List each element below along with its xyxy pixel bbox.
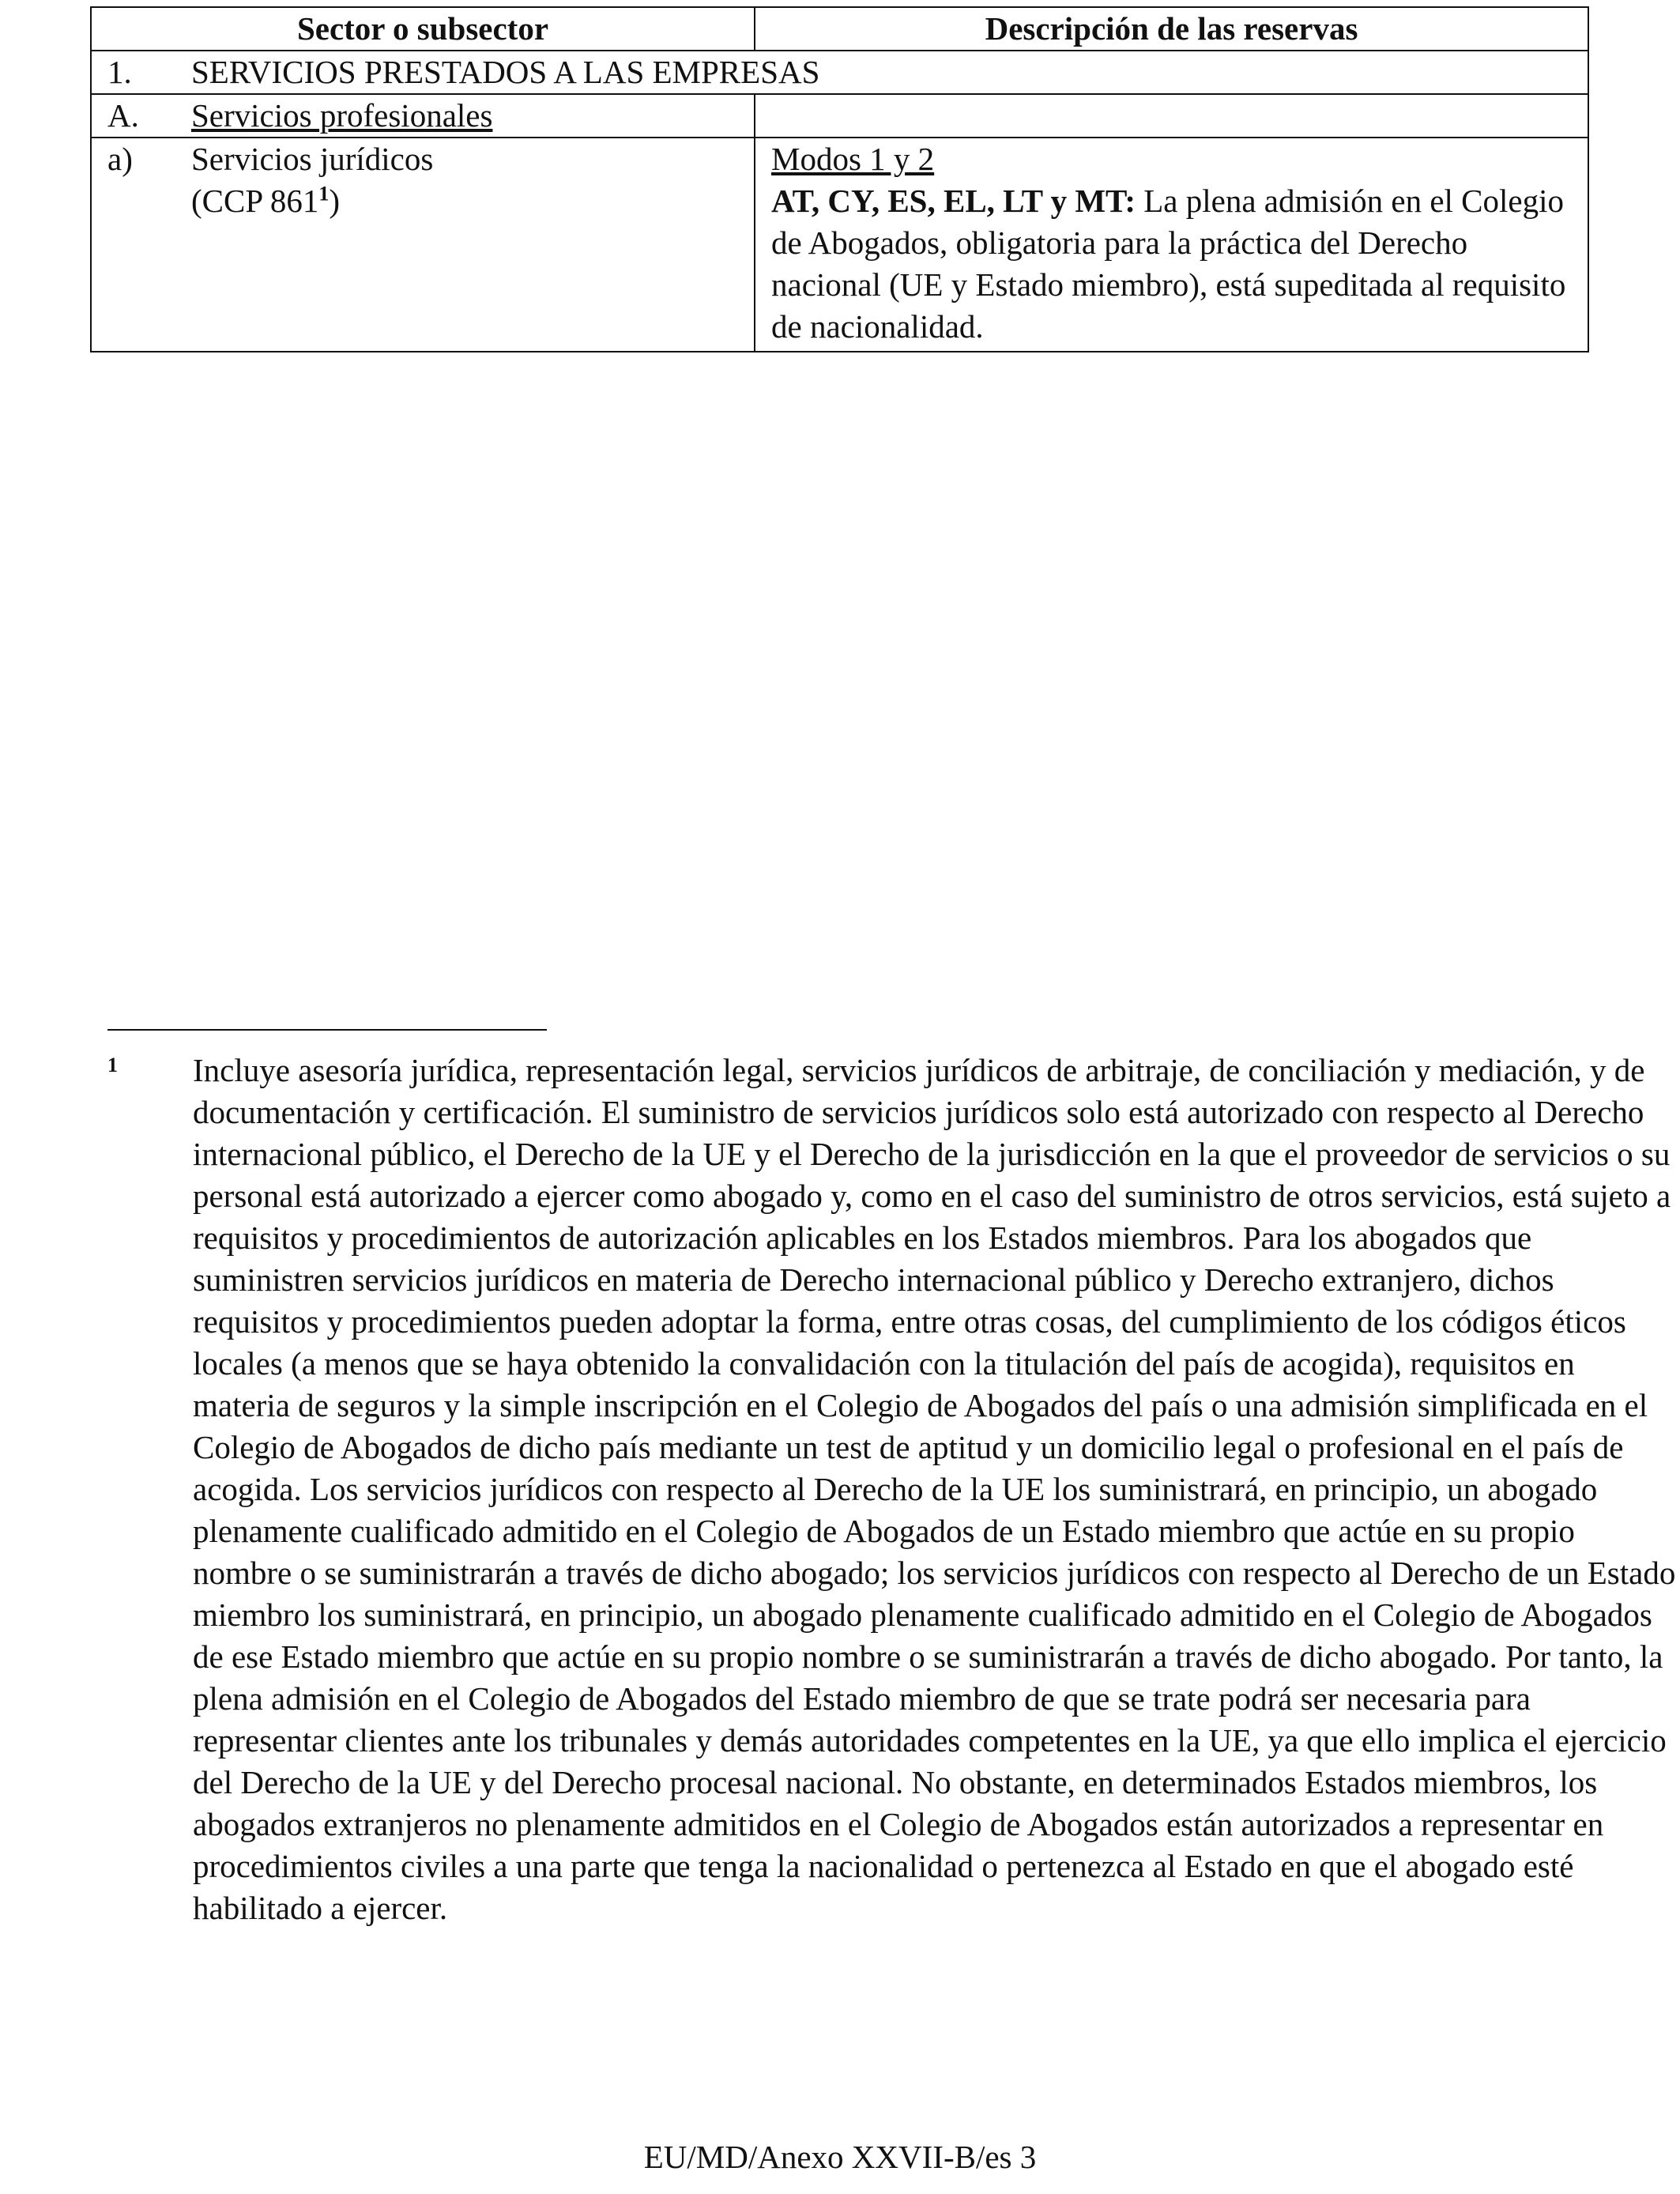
table-row xyxy=(91,94,1588,138)
reservations-table xyxy=(90,6,1589,352)
table-row xyxy=(91,51,1588,94)
modes-heading: Modos 1 y 2 xyxy=(771,141,935,177)
reservation-paragraph xyxy=(771,180,1580,348)
table-header-row xyxy=(91,7,1588,51)
footnote-mark: 1 xyxy=(107,1054,118,1076)
subsection-cell xyxy=(91,94,755,138)
sector-cell xyxy=(91,138,755,352)
footnote-reference[interactable]: 1 xyxy=(318,182,330,205)
sector-name: Servicios jurídicos xyxy=(191,141,434,177)
sector-item-letter: a) xyxy=(107,141,133,177)
table-row xyxy=(91,138,1588,352)
footnote-separator xyxy=(107,1029,547,1031)
reservation-text: La plena admisión en el Colegio de Abogados, obligatoria para la práctica del Derecho nacional (UE y Estado miembro), está supeditada al requisito de nacionalidad. xyxy=(771,183,1566,345)
description-cell xyxy=(755,138,1588,352)
subsection-number: A. xyxy=(107,97,139,134)
sector-ccp-code: (CCP $861^1$) xyxy=(191,182,341,219)
section-title: SERVICIOS PRESTADOS A LAS EMPRESAS xyxy=(191,54,820,90)
page-footer: EU/MD/Anexo XXVII-B/es 3 xyxy=(643,2139,1037,2175)
section-number: 1. xyxy=(107,54,132,90)
footnote-text: Incluye asesoría jurídica, representación legal, servicios jurídicos de arbitraje, de conciliación y mediación, y de documentación y certificación. El suministro de servicios jurídicos solo está autorizado con respecto al Derecho internacional público, el Derecho de la UE y el Derecho de la jurisdicción en la que el proveedor de servicios o su personal está autorizado a ejercer como abogado y, como en el caso del suministro de otros servicios, está sujeto a requisitos y procedimientos de autorización aplicables en los Estados miembros. Para los abogados que suministren servicios jurídicos en materia de Derecho internacional público y Derecho extranjero, dichos requisitos y procedimientos pueden adoptar la forma, entre otras cosas, del cumplimiento de los códigos éticos locales (a menos que se haya obtenido la convalidación con la titulación del país de acogida), requisitos en materia de seguros y la simple inscripción en el Colegio de Abogados del país o una admisión simplificada en el Colegio de Abogados de dicho país mediante un test de aptitud y un domicilio legal o profesional en el país de acogida. Los servicios jurídicos con respecto al Derecho de la UE los suministrará, en principio, un abogado plenamente cualificado admitido en el Colegio de Abogados de un Estado miembro que actúe en su propio nombre o se suministrarán a través de dicho abogado; los servicios jurídicos con respecto al Derecho de un Estado miembro los suministrará, en principio, un abogado plenamente cualificado admitido en el Colegio de Abogados de ese Estado miembro que actúe en su propio nombre o se suministrarán a través de dicho abogado. Por tanto, la plena admisión en el Colegio de Abogados del Estado miembro de que se trate podrá ser necesaria para representar clientes ante los tribunales y demás autoridades competentes en la UE, ya que ello implica el ejercicio del Derecho de la UE y del Derecho procesal nacional. No obstante, en determinados Estados miembros, los abogados extranjeros no plenamente admitidos en el Colegio de Abogados están autorizados a representar en procedimientos civiles a una parte que tenga la nacionalidad o pertenezca al Estado en que el abogado esté habilitado a ejercer. xyxy=(193,1052,1676,1926)
section-cell xyxy=(91,51,1588,94)
header-description: Descripción de las reservas xyxy=(755,7,1588,51)
country-codes: AT, CY, ES, EL, LT y MT: xyxy=(771,183,1136,219)
empty-cell xyxy=(755,94,1588,138)
subsection-title: Servicios profesionales xyxy=(191,97,493,134)
header-sector: Sector o subsector xyxy=(91,7,755,51)
